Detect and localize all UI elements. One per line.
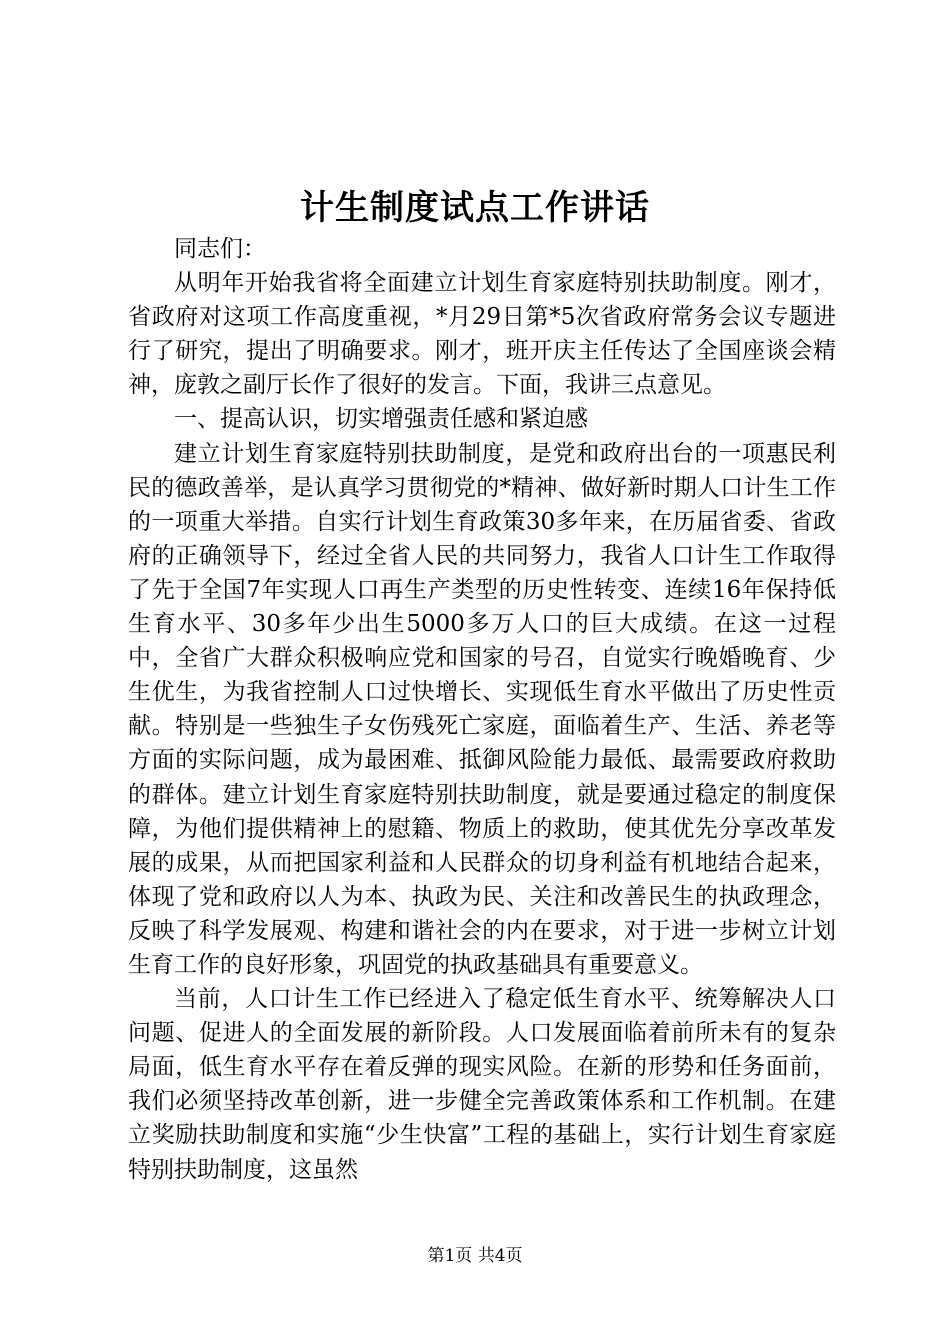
paragraph-current-situation: 当前，人口计生工作已经进入了稳定低生育水平、统筹解决人口问题、促进人的全面发展的新阶段。人口发展面临着前所未有的复杂局面，低生育水平存在着反弹的现实风险。在新的形势和任务面前，我们必须坚持改革创新，进一步健全完善政策体系和工作机制。在建立奖励扶助制度和实施“少生快富”工程的基础上，实行计划生育家庭特别扶助制度，这虽然 bbox=[128, 986, 836, 1183]
salutation: 同志们： bbox=[174, 236, 266, 262]
document-title: 计生制度试点工作讲话 bbox=[300, 188, 650, 228]
document-body bbox=[128, 232, 836, 1187]
page-footer: 第1页 共4页 bbox=[427, 1246, 523, 1266]
paragraph-intro: 从明年开始我省将全面建立计划生育家庭特别扶助制度。刚才，省政府对这项工作高度重视，*月29日第*5次省政府常务会议专题进行了研究，提出了明确要求。刚才，班开庆主任传达了全国座谈会精神，庞敦之副厅长作了很好的发言。下面，我讲三点意见。 bbox=[128, 270, 836, 399]
paragraph-significance: 建立计划生育家庭特别扶助制度，是党和政府出台的一项惠民利民的德政善举，是认真学习贯彻党的*精神、做好新时期人口计生工作的一项重大举措。自实行计划生育政策30多年来，在历届省委、省政府的正确领导下，经过全省人民的共同努力，我省人口计生工作取得了先于全国7年实现人口再生产类型的历史性转变、连续16年保持低生育水平、30多年少出生5000多万人口的巨大成绩。在这一过程中，全省广大群众积极响应党和国家的号召，自觉实行晚婚晚育、少生优生，为我省控制人口过快增长、实现低生育水平做出了历史性贡献。特别是一些独生子女伤残死亡家庭，面临着生产、生活、养老等方面的实际问题，成为最困难、抵御风险能力最低、最需要政府救助的群体。建立计划生育家庭特别扶助制度，就是要通过稳定的制度保障，为他们提供精神上的慰籍、物质上的救助，使其优先分享改革发展的成果，从而把国家利益和人民群众的切身利益有机地结合起来，体现了党和政府以人为本、执政为民、关注和改善民生的执政理念，反映了科学发展观、构建和谐社会的内在要求，对于进一步树立计划生育工作的良好形象，巩固党的执政基础具有重要意义。 bbox=[128, 440, 836, 978]
section-heading-1: 一、提高认识，切实增强责任感和紧迫感 bbox=[174, 406, 588, 433]
